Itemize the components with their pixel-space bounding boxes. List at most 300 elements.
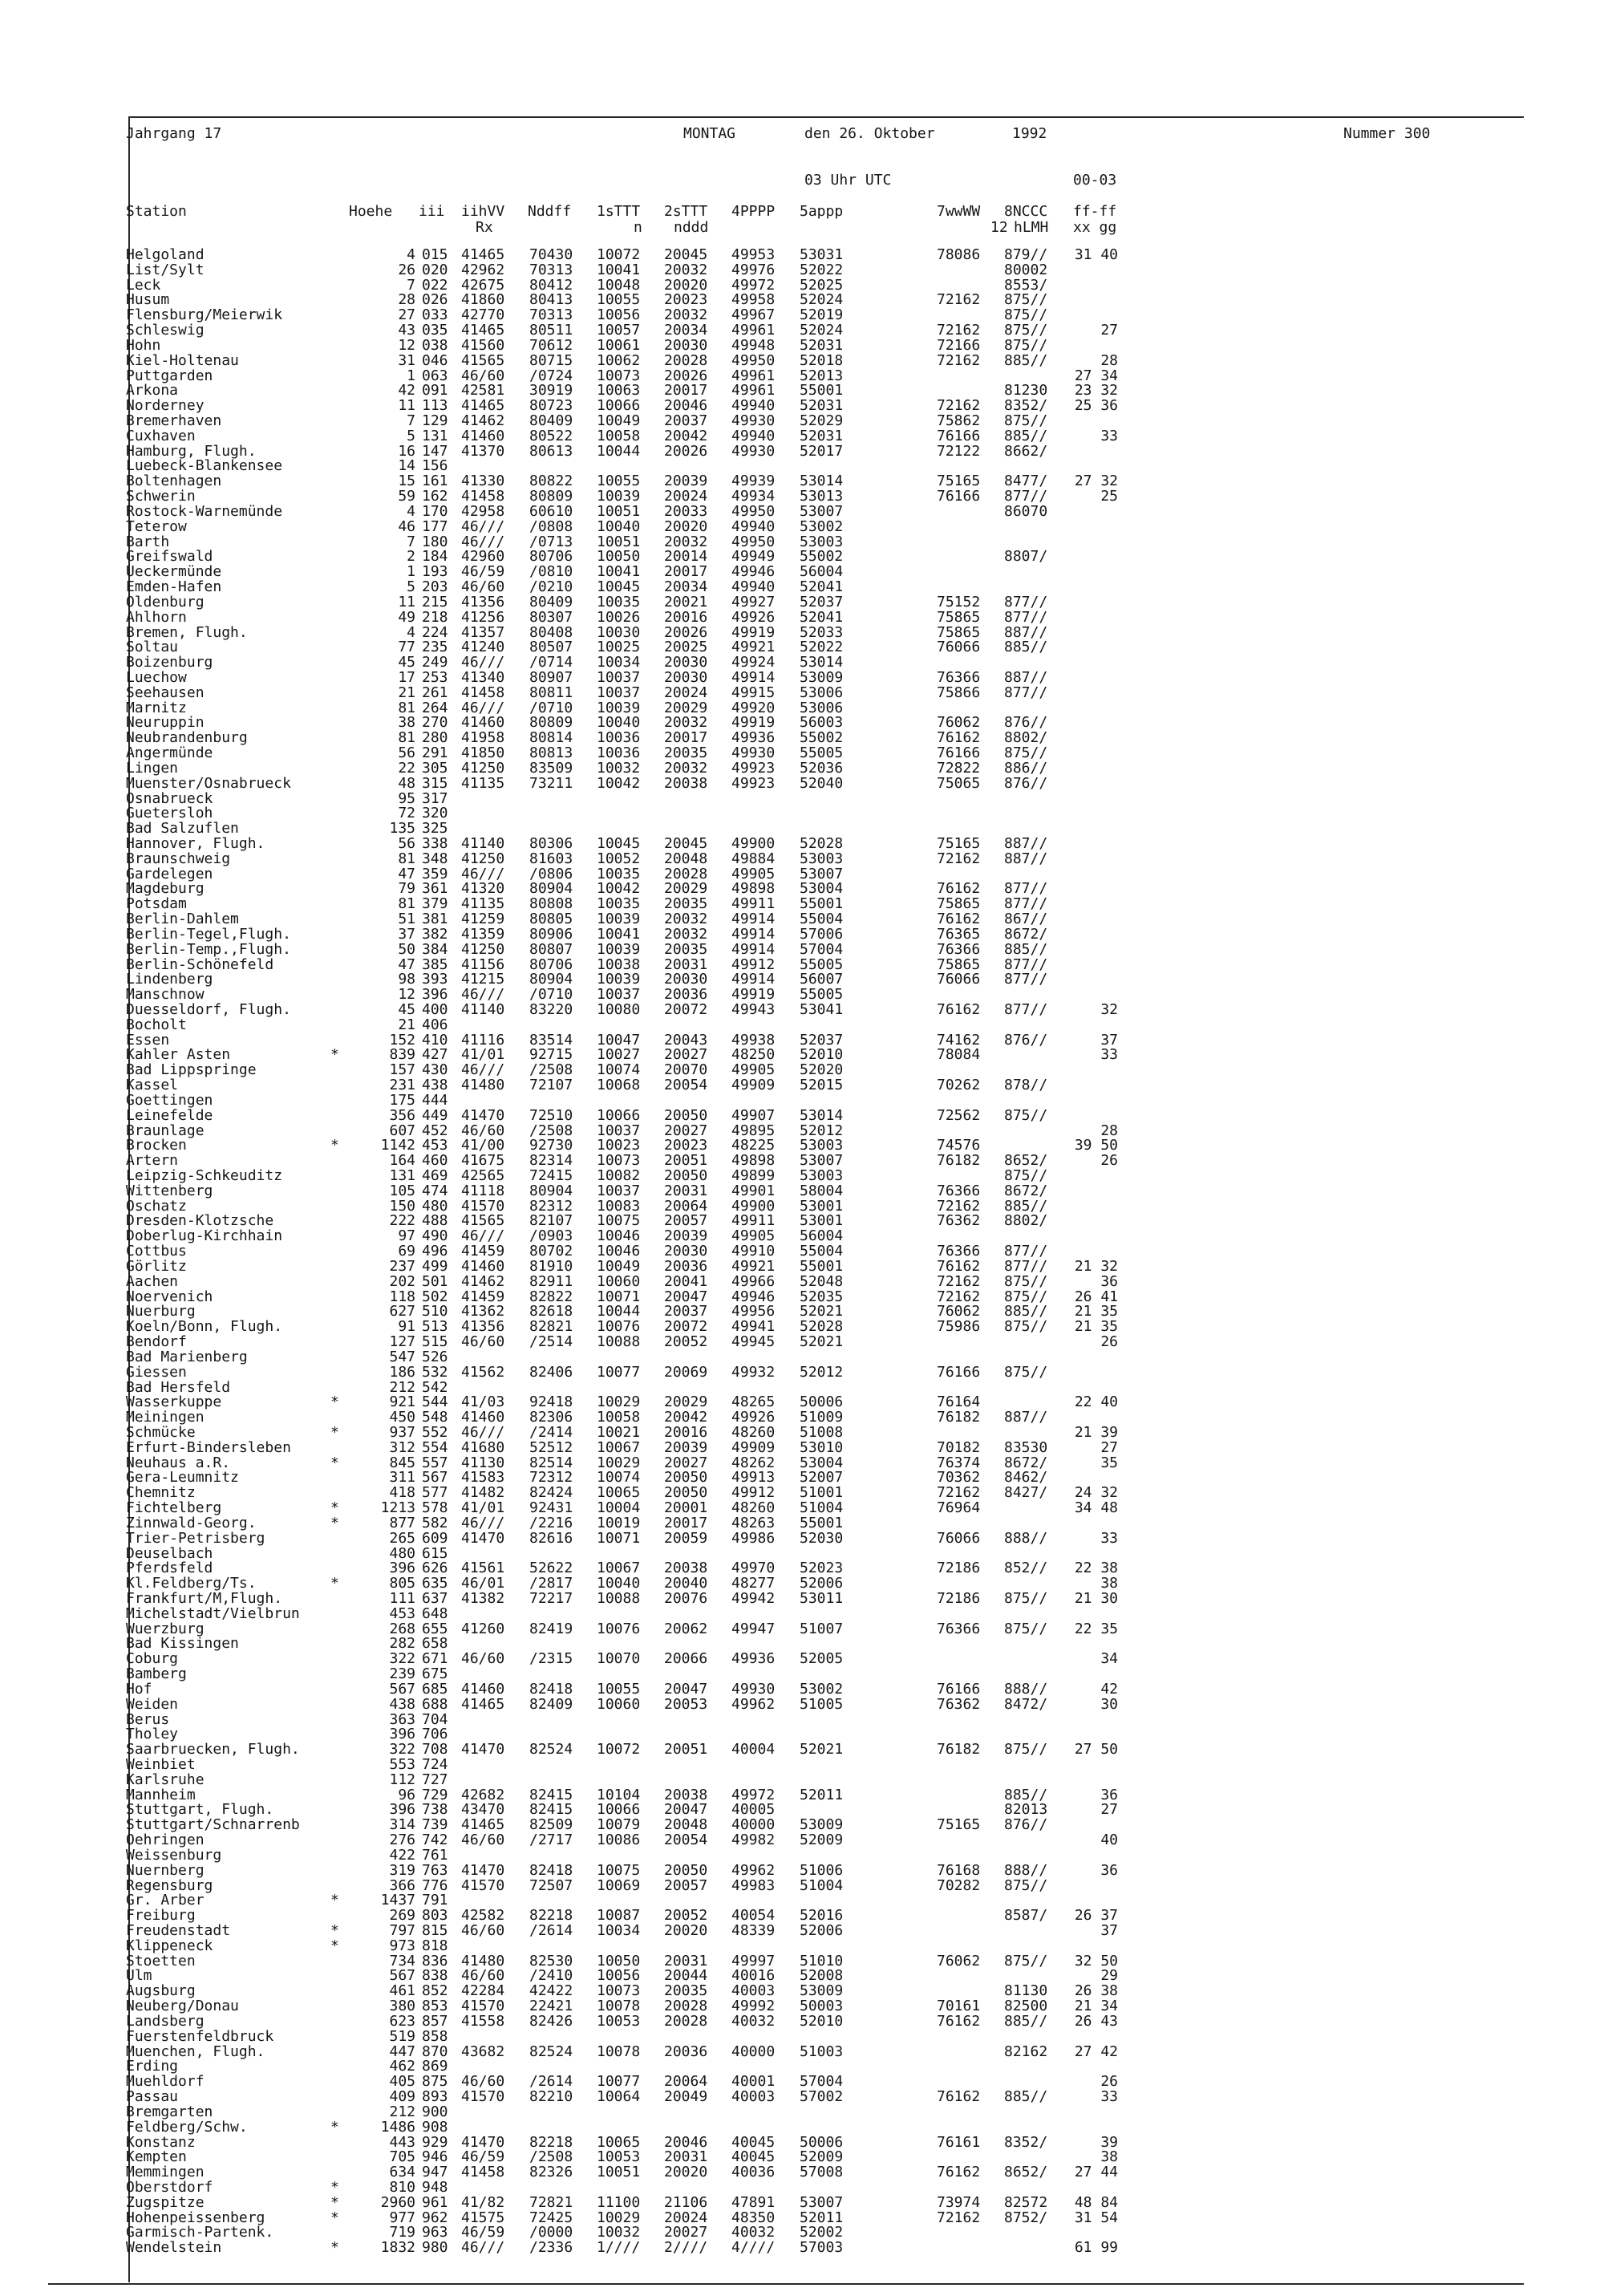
station-elevation: 877 [389,1514,415,1531]
pressure-group: 49943 [731,1001,776,1018]
station-name: Bendorf [126,1333,187,1351]
table-row [0,1257,1604,1275]
dewpoint-group: 20027 [664,1454,708,1471]
tendency-group: 51003 [800,2042,844,2060]
iihvv-group: 41460 [461,1680,505,1698]
pressure-group: 40003 [731,2088,776,2106]
cloud-group: 888// [1004,1861,1048,1879]
station-name: Bremen, Flugh. [126,623,248,641]
gust-group: 21 30 [1074,1589,1118,1607]
station-elevation: 810 [389,2178,415,2196]
tendency-group: 57008 [800,2164,844,2181]
table-row [0,336,1604,354]
station-id: 396 [422,986,448,1004]
station-name: Marnitz [126,699,187,716]
station-name: Zinnwald-Georg. [126,1514,257,1531]
gust-group: 34 48 [1074,1499,1118,1517]
iihvv-group: 41/03 [461,1393,505,1411]
nddff-group: 80808 [529,895,573,913]
nddff-group: 83514 [529,1031,573,1049]
station-elevation: 31 [398,351,415,369]
weather-group: 76162 [937,880,981,898]
dewpoint-group: 20043 [664,1031,708,1049]
pressure-group: 40000 [731,1816,776,1834]
station-name: List/Sylt [126,261,205,278]
tendency-group: 56003 [800,714,844,732]
mountain-marker: * [330,1575,339,1592]
weather-group: 76161 [937,2133,981,2151]
station-id: 270 [422,714,448,732]
station-id: 947 [422,2164,448,2181]
nddff-group: 82524 [529,2042,573,2060]
pressure-group: 49914 [731,911,776,928]
station-name: Pferdsfeld [126,1560,213,1577]
dewpoint-group: 20050 [664,1106,708,1124]
table-row [0,502,1604,520]
temp-group: 10045 [597,834,641,852]
tendency-group: 53009 [800,1816,844,1834]
temp-group: 10068 [597,1077,641,1094]
cloud-group: 852// [1004,1560,1048,1577]
tendency-group: 50006 [800,2133,844,2151]
nddff-group: 82524 [529,1741,573,1759]
tendency-group: 52037 [800,1031,844,1049]
weather-group: 76162 [937,2012,981,2030]
dewpoint-group: 20066 [664,1650,708,1668]
station-elevation: 5 [407,578,415,596]
dewpoint-group: 20028 [664,351,708,369]
station-id: 727 [422,1771,448,1788]
iihvv-group: 46/59 [461,2148,505,2166]
weather-group: 76166 [937,744,981,762]
station-name: Schwerin [126,488,196,505]
dewpoint-group: 20064 [664,1197,708,1215]
station-elevation: 356 [389,1106,415,1124]
iihvv-group: 42960 [461,548,505,566]
iihvv-group: 41382 [461,1589,505,1607]
station-id: 156 [422,457,448,475]
dewpoint-group: 20023 [664,291,708,309]
iihvv-group: 41462 [461,412,505,430]
station-name: Tholey [126,1726,179,1743]
mountain-marker: * [330,1393,339,1411]
nddff-group: 80706 [529,548,573,566]
nddff-group: /0210 [529,578,573,596]
station-name: Essen [126,1031,170,1049]
nddff-group: /2410 [529,1967,573,1985]
dewpoint-group: 20036 [664,1257,708,1275]
table-row [0,1876,1604,1894]
tendency-group: 52021 [800,1741,844,1759]
iihvv-group: 41460 [461,427,505,444]
station-id: 253 [422,668,448,686]
cloud-group: 8652/ [1004,1152,1048,1170]
mountain-marker: * [330,1499,339,1517]
weather-group: 72122 [937,442,981,460]
cloud-group: 8352/ [1004,2133,1048,2151]
tendency-group: 52022 [800,261,844,278]
pressure-group: 49940 [731,427,776,444]
cloud-group: 877// [1004,1257,1048,1275]
nddff-group: 70313 [529,306,573,324]
cloud-group: 877// [1004,608,1048,626]
station-elevation: 973 [389,1937,415,1954]
pressure-group: 49930 [731,1680,776,1698]
station-name: Bad Lippspringe [126,1061,257,1079]
table-row [0,1604,1604,1622]
weather-group: 72186 [937,1560,981,1577]
table-row [0,595,1604,611]
station-id: 444 [422,1091,448,1109]
station-id: 361 [422,880,448,898]
station-elevation: 1 [407,367,415,384]
table-row [0,1742,1604,1758]
station-id: 338 [422,834,448,852]
gust-group: 26 [1100,1333,1118,1351]
station-name: Weiden [126,1695,179,1713]
pressure-group: 48350 [731,2209,776,2226]
station-name: Deuselbach [126,1544,213,1562]
dewpoint-group: 20032 [664,306,708,324]
pressure-group: 49914 [731,925,776,943]
pressure-group: 49919 [731,714,776,732]
dewpoint-group: 20050 [664,1167,708,1185]
dewpoint-group: 20033 [664,502,708,520]
weather-group: 76166 [937,1363,981,1381]
dewpoint-group: 20054 [664,1077,708,1094]
mountain-marker: * [330,1454,339,1471]
pressure-group: 49942 [731,1589,776,1607]
station-elevation: 152 [389,1031,415,1049]
tendency-group: 52029 [800,412,844,430]
station-id: 815 [422,1922,448,1940]
temp-group: 10073 [597,367,641,384]
tendency-group: 52010 [800,2012,844,2030]
station-id: 203 [422,578,448,596]
station-elevation: 212 [389,2103,415,2120]
dewpoint-group: 20032 [664,533,708,550]
nddff-group: 80507 [529,639,573,656]
gust-group: 31 54 [1074,2209,1118,2226]
station-name: Berus [126,1710,170,1728]
temp-group: 10087 [597,1907,641,1925]
weather-group: 70262 [937,1077,981,1094]
weather-group: 75165 [937,1816,981,1834]
station-elevation: 839 [389,1046,415,1064]
nddff-group: 80813 [529,744,573,762]
weather-group: 75866 [937,684,981,701]
station-elevation: 22 [398,759,415,777]
pressure-group: 49961 [731,367,776,384]
station-name: Bremgarten [126,2103,213,2120]
station-id: 900 [422,2103,448,2120]
table-row [0,1078,1604,1093]
weather-group: 75152 [937,593,981,611]
table-row [0,940,1604,958]
temp-group: 10066 [597,1106,641,1124]
cloud-group: 877// [1004,955,1048,973]
table-row [0,1003,1604,1018]
pressure-group: 49934 [731,488,776,505]
station-name: Hof [126,1680,152,1698]
nddff-group: 72107 [529,1077,573,1094]
table-row [0,806,1604,821]
station-name: Stoetten [126,1952,196,1969]
pressure-group: 49898 [731,1152,776,1170]
mountain-marker: * [330,1137,339,1154]
nddff-group: 82514 [529,1454,573,1471]
pressure-group: 49947 [731,1620,776,1637]
station-id: 776 [422,1876,448,1894]
gust-group: 27 50 [1074,1741,1118,1759]
temp-group: 10025 [597,639,641,656]
temp-group: 10035 [597,593,641,611]
table-row [0,1350,1604,1365]
nddff-group: 82306 [529,1409,573,1426]
pressure-group: 49899 [731,1167,776,1185]
table-row [0,668,1604,686]
weather-group: 76182 [937,1409,981,1426]
table-row [0,852,1604,867]
iihvv-group: 41462 [461,1272,505,1290]
station-elevation: 7 [407,533,415,550]
station-name: Oberstdorf [126,2178,213,2196]
station-name: Aachen [126,1272,179,1290]
dewpoint-group: 20052 [664,1907,708,1925]
iihvv-group: 41250 [461,759,505,777]
station-name: Frankfurt/M,Flugh. [126,1589,283,1607]
station-id: 946 [422,2148,448,2166]
gust-group: 27 32 [1074,473,1118,490]
temp-group: 10037 [597,986,641,1004]
pressure-group: 49970 [731,1560,776,1577]
tendency-group: 52021 [800,1303,844,1320]
iihvv-group: 41480 [461,1952,505,1969]
nddff-group: /2614 [529,1922,573,1940]
station-id: 655 [422,1620,448,1637]
station-name: Stuttgart, Flugh. [126,1801,274,1819]
temp-group: 10032 [597,2224,641,2241]
col-1sttt-sub: n [634,219,642,236]
station-id: 449 [422,1106,448,1124]
dewpoint-group: 20026 [664,442,708,460]
tendency-group: 55004 [800,1243,844,1260]
station-elevation: 131 [389,1167,415,1185]
pressure-group: 49905 [731,1227,776,1245]
station-id: 427 [422,1046,448,1064]
temp-group: 10055 [597,291,641,309]
station-name: Fichtelberg [126,1499,222,1517]
pressure-group: 49950 [731,351,776,369]
col-station: Station [126,203,187,220]
weekday-label: MONTAG [683,125,736,142]
dewpoint-group: 20072 [664,1318,708,1336]
station-elevation: 547 [389,1348,415,1365]
gust-group: 32 50 [1074,1952,1118,1969]
station-id: 384 [422,940,448,958]
temp-group: 10077 [597,2073,641,2091]
gust-group: 38 [1100,1575,1118,1592]
iihvv-group: 41958 [461,729,505,747]
station-name: Osnabrueck [126,789,213,807]
station-elevation: 127 [389,1333,415,1351]
station-id: 853 [422,1998,448,2015]
period-label: 00-03 [1073,172,1117,189]
cloud-group: 887// [1004,668,1048,686]
tendency-group: 53003 [800,533,844,550]
iihvv-group: 42284 [461,1982,505,2000]
weather-group: 76166 [937,427,981,444]
table-row [0,2193,1604,2211]
pressure-group: 49950 [731,533,776,550]
dewpoint-group: 20053 [664,1695,708,1713]
nddff-group: 82419 [529,1620,573,1637]
station-elevation: 312 [389,1438,415,1456]
cloud-group: 8672/ [1004,1182,1048,1199]
station-elevation: 12 [398,986,415,1004]
weather-group: 72162 [937,1288,981,1305]
tendency-group: 52015 [800,1077,844,1094]
station-id: 742 [422,1832,448,1849]
station-id: 648 [422,1604,448,1622]
pressure-group: 49884 [731,850,776,867]
station-name: Barth [126,533,170,550]
station-id: 264 [422,699,448,716]
station-id: 381 [422,911,448,928]
station-elevation: 1832 [380,2239,415,2257]
nddff-group: 80907 [529,668,573,686]
pressure-group: 49936 [731,1650,776,1668]
station-elevation: 150 [389,1197,415,1215]
tendency-group: 51001 [800,1484,844,1502]
nddff-group: 83509 [529,759,573,777]
pressure-group: 49938 [731,1031,776,1049]
weather-group: 75065 [937,774,981,792]
station-elevation: 212 [389,1378,415,1396]
tendency-group: 53004 [800,1454,844,1471]
dewpoint-group: 20020 [664,1922,708,1940]
cloud-group: 887// [1004,623,1048,641]
station-elevation: 4 [407,502,415,520]
iihvv-group: 41116 [461,1031,505,1049]
station-elevation: 222 [389,1212,415,1230]
iihvv-group: 41583 [461,1469,505,1487]
cloud-group: 887// [1004,1409,1048,1426]
pressure-group: 49920 [731,699,776,716]
station-name: Fuerstenfeldbruck [126,2027,274,2045]
table-row [0,2165,1604,2180]
temp-group: 10071 [597,1288,641,1305]
tendency-group: 53007 [800,2193,844,2211]
table-row [0,2090,1604,2105]
weather-group: 76366 [937,1620,981,1637]
station-elevation: 45 [398,1001,415,1018]
weather-group: 76374 [937,1454,981,1471]
cloud-group: 875// [1004,336,1048,354]
dewpoint-group: 20030 [664,1243,708,1260]
station-elevation: 1142 [380,1137,415,1154]
station-elevation: 21 [398,1016,415,1033]
station-id: 161 [422,473,448,490]
iihvv-group: 41480 [461,1077,505,1094]
station-elevation: 42 [398,382,415,400]
nddff-group: 82616 [529,1529,573,1547]
station-elevation: 45 [398,654,415,671]
pressure-group: 49921 [731,639,776,656]
station-id: 578 [422,1499,448,1517]
pressure-group: 40045 [731,2148,776,2166]
station-name: Regensburg [126,1876,213,1894]
tendency-group: 55001 [800,382,844,400]
station-elevation: 396 [389,1801,415,1819]
dewpoint-group: 20035 [664,744,708,762]
nddff-group: /2216 [529,1514,573,1531]
temp-group: 10051 [597,502,641,520]
tendency-group: 53003 [800,850,844,867]
station-name: Gera-Leumnitz [126,1469,239,1487]
weather-group: 75862 [937,412,981,430]
weather-group: 72162 [937,1272,981,1290]
station-name: Neuberg/Donau [126,1998,239,2015]
gust-group: 28 [1100,351,1118,369]
tendency-group: 52020 [800,1061,844,1079]
temp-group: 10053 [597,2148,641,2166]
dewpoint-group: 20038 [664,1786,708,1803]
gust-group: 26 [1100,1152,1118,1170]
station-id: 675 [422,1665,448,1683]
nddff-group: 72415 [529,1167,573,1185]
tendency-group: 53003 [800,1167,844,1185]
dewpoint-group: 20046 [664,2133,708,2151]
table-row [0,1622,1604,1637]
table-row [0,517,1604,535]
nddff-group: 82424 [529,1484,573,1502]
station-name: Michelstadt/Vielbrun [126,1604,300,1622]
temp-group: 10036 [597,729,641,747]
table-row [0,2014,1604,2030]
dewpoint-group: 20052 [664,1333,708,1351]
temp-group: 10067 [597,1438,641,1456]
cloud-group: 875// [1004,1106,1048,1124]
temp-group: 10074 [597,1469,641,1487]
tendency-group: 52040 [800,774,844,792]
cloud-group: 888// [1004,1680,1048,1698]
nddff-group: /0714 [529,654,573,671]
weather-group: 76366 [937,1182,981,1199]
iihvv-group: 41465 [461,322,505,339]
station-id: 615 [422,1544,448,1562]
dewpoint-group: 20046 [664,397,708,415]
nddff-group: 80412 [529,276,573,294]
nddff-group: /0710 [529,986,573,1004]
temp-group: 10073 [597,1982,641,2000]
tendency-group: 57004 [800,2073,844,2091]
pressure-group: 49958 [731,291,776,309]
station-id: 218 [422,608,448,626]
nddff-group: /0713 [529,533,573,550]
station-elevation: 95 [398,789,415,807]
tendency-group: 53002 [800,517,844,535]
cloud-group: 885// [1004,351,1048,369]
table-row [0,1272,1604,1290]
col-1sttt: 1sTTT [597,203,641,220]
temp-group: 10064 [597,2088,641,2106]
station-elevation: 322 [389,1650,415,1668]
temp-group: 10029 [597,1454,641,1471]
dewpoint-group: 20016 [664,608,708,626]
station-elevation: 59 [398,488,415,505]
temp-group: 10037 [597,684,641,701]
